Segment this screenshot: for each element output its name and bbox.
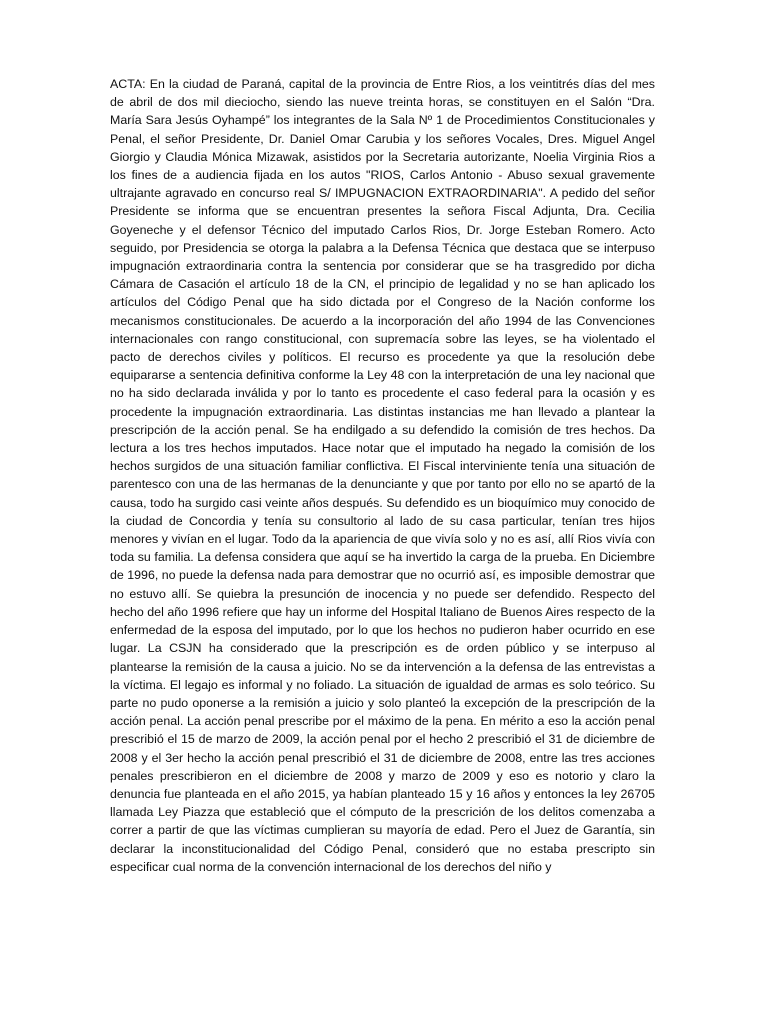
acta-paragraph: ACTA: En la ciudad de Paraná, capital de la provincia de Entre Rios, a los veintitrés días del mes de abril de dos mil dieciocho, siendo las nueve treinta horas, se constituyen en el Salón “Dra. María Sara Jesús Oyhampé” los integrantes de la Sala Nº 1 de Procedimientos Constitucionales y Penal, el señor Presidente, Dr. Daniel Omar Carubia y los señores Vocales, Dres. Miguel Angel Giorgio y Claudia Mónica Mizawak, asistidos por la Secretaria autorizante, Noelia Virginia Rios a los fines de a audiencia fijada en los autos "RIOS, Carlos Antonio - Abuso sexual gravemente ultrajante agravado en concurso real S/ IMPUGNACION EXTRAORDINARIA". A pedido del señor Presidente se informa que se encuentran presentes la señora Fiscal Adjunta, Dra. Cecilia Goyeneche y el defensor Técnico del imputado Carlos Rios, Dr. Jorge Esteban Romero. Acto seguido, por Presidencia se otorga la palabra a la Defensa Técnica que destaca que se interpuso impugnación extraordinaria contra la sentencia por considerar que se ha trasgredido por dicha Cámara de Casación el artículo 18 de la CN, el principio de legalidad y no se han aplicado los artículos del Código Penal que ha sido dictada por el Congreso de la Nación conforme los mecanismos constitucionales. De acuerdo a la incorporación del año 1994 de las Convenciones internacionales con rango constitucional, con supremacía sobre las leyes, se ha violentado el pacto de derechos civiles y políticos. El recurso es procedente ya que la resolución debe equipararse a sentencia definitiva conforme la Ley 48 con la interpretación de una ley nacional que no ha sido declarada inválida y por lo tanto es procedente el caso federal para la ocasión y es procedente la impugnación extraordinaria. Las distintas instancias me han llevado a plantear la prescripción de la acción penal. Se ha endilgado a su defendido la comisión de tres hechos. Da lectura a los tres hechos imputados. Hace notar que el imputado ha negado la comisión de los hechos surgidos de una situación familiar conflictiva. El Fiscal interviniente tenía una situación de parentesco con una de las hermanas de la denunciante y que por tanto por ello no se apartó de la causa, todo ha surgido casi veinte años después. Su defendido es un bioquímico muy conocido de la ciudad de Concordia y tenía su consultorio al lado de su casa particular, tenían tres hijos menores y vivían en el lugar. Todo da la apariencia de que vivía solo y no es así, allí Rios vivía con toda su familia. La defensa considera que aquí se ha invertido la carga de la prueba. En Diciembre de 1996, no puede la defensa nada para demostrar que no ocurrió así, es imposible demostrar que no estuvo allí. Se quiebra la presunción de inocencia y no puede ser defendido. Respecto del hecho del año 1996 refiere que hay un informe del Hospital Italiano de Buenos Aires respecto de la enfermedad de la esposa del imputado, por lo que los hechos no pudieron haber ocurrido en ese lugar. La CSJN ha considerado que la prescripción es de orden público y se interpuso al plantearse la remisión de la causa a juicio. No se da intervención a la defensa de las entrevistas a la víctima. El legajo es informal y no foliado. La situación de igualdad de armas es solo teórico. Su parte no pudo oponerse a la remisión a juicio y solo planteó la excepción de la prescripción de la acción penal. La acción penal prescribe por el máximo de la pena. En mérito a eso la acción penal prescribió el 15 de marzo de 2009, la acción penal por el hecho 2 prescribió el 31 de diciembre de 2008 y el 3er hecho la acción penal prescribió el 31 de diciembre de 2008, entre las tres acciones penales prescribieron en el diciembre de 2008 y marzo de 2009 y eso es notorio y claro la denuncia fue planteada en el año 2015, ya habían planteado 15 y 16 años y entonces la ley 26705 llamada Ley Piazza que estableció que el cómputo de la prescrición de los delitos comenzaba a correr a partir de que las víctimas cumplieran su mayoría de edad. Pero el Juez de Garantía, sin declarar la inconstitucionalidad del Código Penal, consideró que no estaba prescripto sin especificar cual norma de la convención internacional de los derechos del niño y xyxy=(110,77,655,874)
